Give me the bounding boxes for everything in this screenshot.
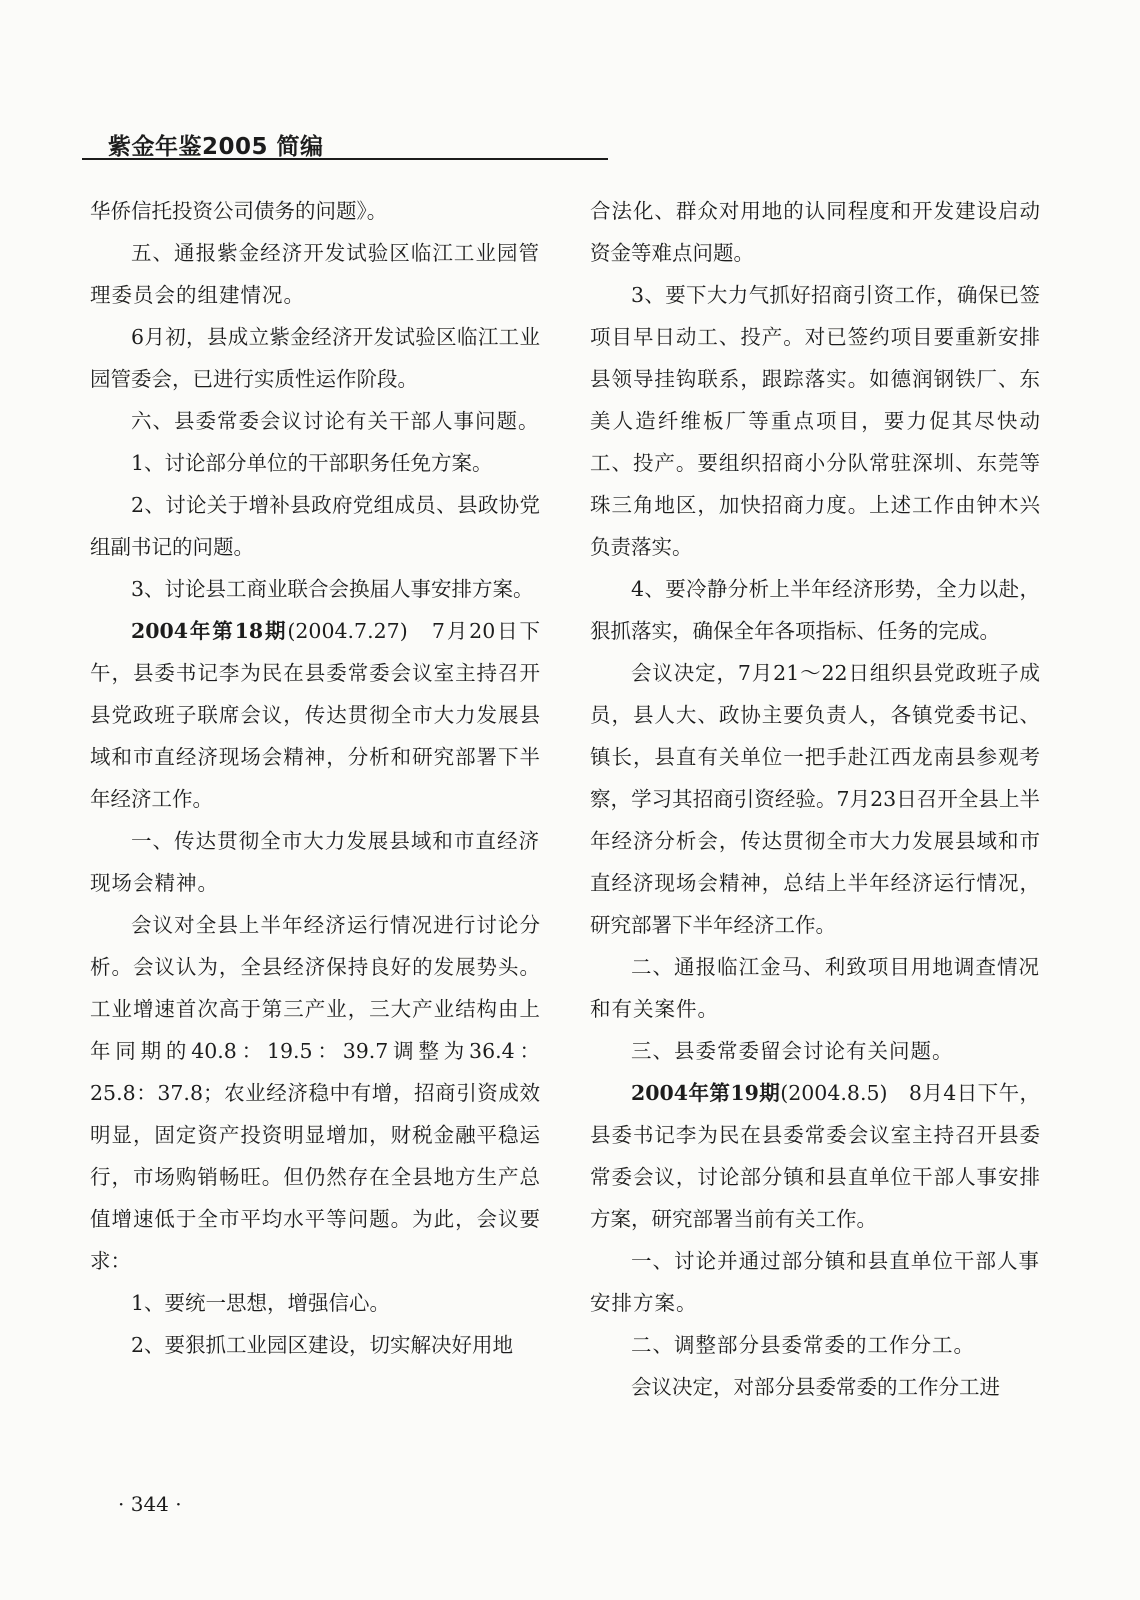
paragraph <box>590 568 1040 652</box>
paragraph <box>90 568 540 610</box>
paragraph-text: 二、通报临江金马、利致项目用地调查情况和有关案件。 <box>590 955 1040 1021</box>
paragraph <box>90 400 540 442</box>
paragraph <box>90 610 540 820</box>
paragraph <box>590 1324 1040 1366</box>
paragraph <box>590 1240 1040 1324</box>
issue-label: 2004年第18期 <box>131 619 288 643</box>
paragraph-text: 4、要冷静分析上半年经济形势，全力以赴，狠抓落实，确保全年各项指标、任务的完成。 <box>590 577 1040 643</box>
page-header-title: 紫金年鉴2005 简编 <box>108 134 324 160</box>
paragraph <box>590 1072 1040 1240</box>
paragraph <box>590 190 1040 274</box>
paragraph <box>90 904 540 1282</box>
paragraph-text: 2、讨论关于增补县政府党组成员、县政协党组副书记的问题。 <box>90 493 540 559</box>
paragraph <box>590 946 1040 1030</box>
paragraph-text: 2、要狠抓工业园区建设，切实解决好用地 <box>131 1333 514 1357</box>
paragraph-text: 三、县委常委留会讨论有关问题。 <box>631 1039 954 1063</box>
paragraph <box>90 484 540 568</box>
paragraph <box>590 1030 1040 1072</box>
paragraph <box>90 820 540 904</box>
paragraph-text: 合法化、群众对用地的认同程度和开发建设启动资金等难点问题。 <box>590 199 1040 265</box>
header-rule <box>82 158 608 160</box>
right-column <box>590 190 1040 1408</box>
paragraph-text: 1、要统一思想，增强信心。 <box>131 1291 391 1315</box>
paragraph <box>90 1282 540 1324</box>
paragraph <box>90 316 540 400</box>
issue-label: 2004年第19期 <box>631 1081 781 1105</box>
paragraph-text: 二、调整部分县委常委的工作分工。 <box>631 1333 975 1357</box>
paragraph <box>90 190 540 232</box>
paragraph-text: 一、讨论并通过部分镇和县直单位干部人事安排方案。 <box>590 1249 1040 1315</box>
paragraph-text: (2004.7.27) 7月20日下午，县委书记李为民在县委常委会议室主持召开县党政班子联席会议，传达贯彻全市大力发展县域和市直经济现场会精神，分析和研究部署下半年经济工作。 <box>90 619 540 811</box>
paragraph-text: 六、县委常委会议讨论有关干部人事问题。 <box>131 409 540 433</box>
paragraph-text: 会议对全县上半年经济运行情况进行讨论分析。会议认为，全县经济保持良好的发展势头。工业增速首次高于第三产业，三大产业结构由上年同期的40.8：19.5：39.7调整为36.4：25.8：37.8；农业经济稳中有增，招商引资成效明显，固定资产投资明显增加，财税金融平稳运行，市场购销畅旺。但仍然存在全县地方生产总值增速低于全市平均水平等问题。为此，会议要求： <box>90 913 540 1273</box>
paragraph-text: 五、通报紫金经济开发试验区临江工业园管理委员会的组建情况。 <box>90 241 540 307</box>
paragraph <box>590 1366 1040 1408</box>
paragraph-text: 一、传达贯彻全市大力发展县域和市直经济现场会精神。 <box>90 829 540 895</box>
paragraph-text: 3、讨论县工商业联合会换届人事安排方案。 <box>131 577 534 601</box>
paragraph <box>590 274 1040 568</box>
paragraph-text: (2004.8.5) 8月4日下午，县委书记李为民在县委常委会议室主持召开县委常委会议，讨论部分镇和县直单位干部人事安排方案，研究部署当前有关工作。 <box>590 1081 1040 1231</box>
paragraph-text: 会议决定，对部分县委常委的工作分工进 <box>631 1375 1000 1399</box>
paragraph-text: 会议决定，7月21～22日组织县党政班子成员，县人大、政协主要负责人，各镇党委书记、镇长，县直有关单位一把手赴江西龙南县参观考察，学习其招商引资经验。7月23日召开全县上半年经济分析会，传达贯彻全市大力发展县域和市直经济现场会精神，总结上半年经济运行情况，研究部署下半年经济工作。 <box>590 661 1040 937</box>
paragraph <box>90 232 540 316</box>
paragraph <box>90 1324 540 1366</box>
left-column <box>90 190 540 1366</box>
paragraph-text: 华侨信托投资公司债务的问题》。 <box>90 199 388 223</box>
page-number: · 344 · <box>118 1492 182 1516</box>
paragraph-text: 1、讨论部分单位的干部职务任免方案。 <box>131 451 493 475</box>
paragraph <box>590 652 1040 946</box>
paragraph-text: 3、要下大力气抓好招商引资工作，确保已签项目早日动工、投产。对已签约项目要重新安排县领导挂钩联系，跟踪落实。如德润钢铁厂、东美人造纤维板厂等重点项目，要力促其尽快动工、投产。要组织招商小分队常驻深圳、东莞等珠三角地区，加快招商力度。上述工作由钟木兴负责落实。 <box>590 283 1040 559</box>
paragraph-text: 6月初，县成立紫金经济开发试验区临江工业园管委会，已进行实质性运作阶段。 <box>90 325 540 391</box>
paragraph <box>90 442 540 484</box>
